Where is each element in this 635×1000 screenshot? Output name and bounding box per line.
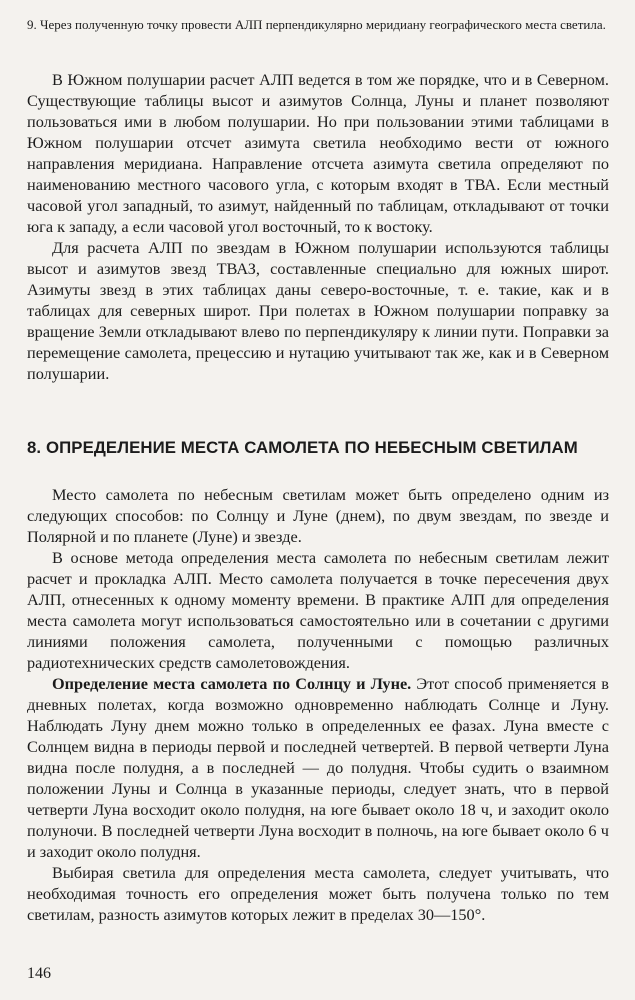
paragraph-star-tables: Для расчета АЛП по звездам в Южном полушарии используются таблицы высот и азимутов звезд ТВАЗ, составленные специально для южных широт. Азимуты звезд в этих таблицах даны северо-восточные, т. е. такие, как и в таблицах для северных широт. При полетах в Южном полушарии поправку за вращение Земли откладывают влево по перпендикуляру к линии пути. Поправки за перемещение самолета, прецессию и нутацию учитывают так же, как и в Северном полушарии. (27, 238, 609, 383)
paragraph-sun-moon (27, 673, 609, 862)
position-fixing-section (27, 484, 609, 925)
sun-moon-lead: Определение места самолета по Солнцу и Луне. (52, 674, 412, 693)
step-9-text (27, 15, 609, 34)
sun-moon-body: Этот способ применяется в дневных полетах, когда возможно одновременно наблюдать Солнце и Луну. Наблюдать Луну днем можно только в определенных ее фазах. Луна вместе с Солнцем видна в периоды первой и последней четвертей. В первой четверти Луна видна после полудня, а в последней — до полудня. Чтобы судить о взаимном положении Луны и Солнца в указанные периоды, следует знать, что в первой четверти Луна восходит около полудня, на юге бывает около 18 ч, и заходит около полуночи. В последней четверти Луна восходит в полночь, на юге бывает около 6 ч и заходит около полудня. (27, 674, 609, 861)
paragraph-method-basis: В основе метода определения места самолета по небесным светилам лежит расчет и прокладка АЛП. Место самолета получается в точке пересечения двух АЛП, отнесенных к одному моменту времени. В практике АЛП для определения места самолета могут использоваться самостоятельно или в сочетании с другими линиями положения самолета, полученными с помощью различных радиотехнических средств самолетовождения. (27, 548, 609, 672)
section-heading: 8. ОПРЕДЕЛЕНИЕ МЕСТА САМОЛЕТА ПО НЕБЕСНЫМ СВЕТИЛАМ (27, 438, 578, 457)
paragraph-azimuth-difference: Выбирая светила для определения места самолета, следует учитывать, что необходимая точность его определения может быть получена только по тем светилам, разность азимутов которых лежит в пределах 30—150°. (27, 863, 609, 924)
paragraph-southern-alp: В Южном полушарии расчет АЛП ведется в том же порядке, что и в Северном. Существующие таблицы высот и азимутов Солнца, Луны и планет позволяют пользоваться ими в любом полушарии. Но при пользовании этими таблицами в Южном полушарии отсчет азимута светила необходимо вести от южного направления меридиана. Направление отсчета азимута светила определяют по наименованию местного часового угла, с которым входят в ТВА. Если местный часовой угол западный, то азимут, найденный по таблицам, откладывают от точки юга к западу, а если часовой угол восточный, то к востоку. (27, 70, 609, 236)
paragraph-methods: Место самолета по небесным светилам может быть определено одним из следующих способов: по Солнцу и Луне (днем), по двум звездам, по звезде и Полярной и по планете (Луне) и звезде. (27, 485, 609, 546)
southern-hemisphere-section (27, 69, 609, 384)
page-number: 146 (27, 965, 51, 982)
step-9-paragraph: 9. Через полученную точку провести АЛП перпендикулярно меридиану географического места светила. (27, 17, 606, 32)
